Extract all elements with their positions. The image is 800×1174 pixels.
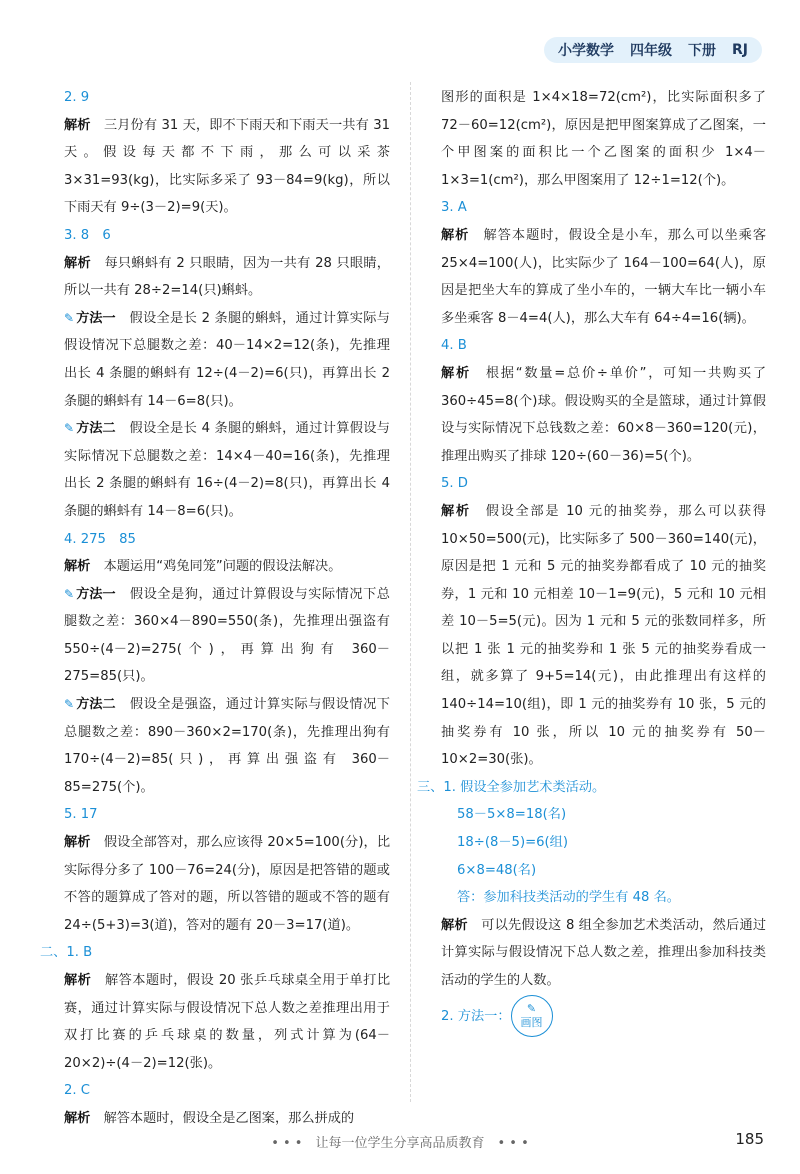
pencil-icon: ✎: [64, 586, 75, 601]
badge-label: 画图: [520, 1015, 543, 1029]
analysis-text: 每只蝌蚪有 2 只眼睛，因为一共有 28 只眼睛，所以一共有 28÷2=14(只)蝌蚪。: [64, 255, 390, 299]
analysis-label: 解析: [441, 917, 468, 933]
analysis-text: 解答本题时，假设全是乙图案，那么拼成的: [103, 1110, 355, 1126]
footer-dots-left: • • •: [271, 1136, 316, 1151]
section-2-answer-1: 二、1. B: [40, 945, 93, 961]
method-text: 假设全是长 2 条腿的蝌蚪，通过计算实际与假设情况下总腿数之差：40－14×2=12(条)，先推理出长 4 条腿的蝌蚪有 12÷(4－2)=6(只)，再算出长 2 条腿的蝌蚪有 14－6=8(只)。: [64, 310, 390, 409]
analysis-4: [441, 360, 766, 470]
analysis-label: 解析: [64, 117, 91, 133]
method-1-label: [64, 581, 116, 609]
slogan-text: 让每一位学生分享高品质教育: [315, 1136, 485, 1151]
analysis-text: 本题运用“鸡兔同笼”问题的假设法解决。: [103, 559, 342, 575]
section-3-answer-2: [441, 995, 766, 1037]
method-2-q3: [64, 415, 390, 525]
answer-statement: 答：参加科技类活动的学生有 48 名。: [457, 890, 680, 906]
pencil-icon: ✎: [526, 1001, 537, 1015]
method-label-text: 方法一: [76, 586, 116, 602]
analysis-label: 解析: [441, 503, 471, 519]
pencil-icon: ✎: [64, 697, 75, 712]
section-2-answer-2: 2. C: [64, 1083, 90, 1099]
answer-4: 4. 275 85: [64, 531, 136, 547]
analysis-s2-2: [64, 1105, 390, 1133]
method-1-q3: [64, 305, 390, 415]
analysis-label: 解析: [64, 973, 92, 988]
analysis-5: [441, 498, 766, 774]
method-text: 假设全是狗，通过计算假设与实际情况下总腿数之差：360×4－890=550(条)，先推理出强盗有 550÷(4－2)=275(个)，再算出狗有 360－275=85(只)。: [64, 586, 390, 685]
draw-diagram-badge: [511, 995, 553, 1037]
analysis-text: 三月份有 31 天，即不下雨天和下雨天一共有 31 天。假设每天都不下雨，那么可以采茶 3×31=93(kg)，比实际多采了 93－84=9(kg)，所以下雨天有 9÷(3－2)=9(天)。: [64, 117, 391, 216]
calc-line-2: 18÷(8－5)=6(组): [457, 835, 569, 851]
answer-3: 3. A: [441, 200, 467, 216]
header-grade: 四年级: [630, 43, 672, 59]
header-term: 下册: [688, 43, 716, 59]
continued-text: 图形的面积是 1×4×18=72(cm²)，比实际面积多了 72－60=12(cm²)，原因是把甲图案算成了乙图案，一个甲图案的面积比一个乙图案的面积少 1×4－1×3=1(cm²)，那么甲图案用了 12÷1=12(个)。: [441, 90, 766, 188]
analysis-5: [64, 829, 390, 939]
analysis-text: 解答本题时，假设 20 张乒乓球桌全用于单打比赛，通过计算实际与假设情况下总人数之差推理出用于双打比赛的乒乓球桌的数量，列式计算为(64－20×2)÷(4－2)=12(张)。: [64, 973, 391, 1071]
answer-5: 5. 17: [64, 807, 98, 823]
method-2-q4: [64, 691, 390, 801]
right-column: [417, 84, 767, 1037]
analysis-text: 可以先假设这 8 组全参加艺术类活动，然后通过计算实际与假设情况下总人数之差，推理出参加科技类活动的学生的人数。: [441, 917, 767, 988]
method-label-text: 方法二: [76, 697, 116, 713]
analysis-label: 解析: [441, 365, 471, 381]
analysis-text: 解答本题时，假设全是小车，那么可以坐乘客 25×4=100(人)，比实际少了 164－100=64(人)，原因是把坐大车的算成了坐小车的，一辆大车比一辆小车多坐乘客 8－4=4(人)，那么大车有 64÷4=16(辆)。: [441, 227, 767, 326]
answer-4: 4. B: [441, 338, 467, 354]
analysis-label: 解析: [64, 255, 91, 271]
analysis-3: [64, 250, 390, 305]
method-text: 假设全是强盗，通过计算实际与假设情况下总腿数之差：890－360×2=170(条)，先推理出狗有 170÷(4－2)=85(只)，再算出强盗有 360－85=275(个)。: [64, 697, 390, 795]
pencil-icon: ✎: [64, 421, 75, 436]
method-heading: 2. 方法一：: [441, 1008, 511, 1024]
footer-dots-right: • • •: [484, 1136, 529, 1151]
analysis-label: 解析: [64, 835, 91, 851]
method-1-label: [64, 305, 116, 333]
analysis-2: [64, 112, 390, 222]
answer-3: 3. 8 6: [64, 227, 111, 243]
analysis-s3-1: [441, 912, 766, 995]
page-header: [544, 37, 762, 63]
method-label-text: 方法二: [76, 421, 116, 437]
analysis-text: 假设全部答对，那么应该得 20×5=100(分)，比实际得分多了 100－76=24(分)，原因是把答错的题或不答的题算成了答对的题，所以答错的题或不答的题有 24÷(5+3)=3(道)，答对的题有 20－3=17(道)。: [64, 835, 391, 933]
analysis-label: 解析: [64, 1110, 91, 1126]
header-edition: RJ: [732, 42, 748, 58]
calc-line-3: 6×8=48(名): [457, 862, 537, 878]
analysis-text: 假设全部是 10 元的抽奖券，那么可以获得 10×50=500(元)，比实际多了 500－360=140(元)，原因是把 1 元和 5 元的抽奖券都看成了 10 元的抽奖券，1 元和 10 元相差 10－1=9(元)，5 元和 10 元相差 10－5=5(元)。因为 1 元和 5 元的张数同样多，所以把 1 张 1 元的抽奖券和 1 张 5 元的抽奖券看成一组，就多算了 9+5=14(元)，由此推理出有这样的 140÷14=10(组)，即 1 元的抽奖券有 10 张，5 元的抽奖券有 10 张，所以 10 元的抽奖券有 50－10×2=30(张)。: [441, 503, 766, 768]
left-column: [40, 84, 391, 1133]
method-label-text: 方法一: [76, 310, 116, 326]
analysis-s2-1: [64, 967, 390, 1077]
method-1-q4: [64, 581, 390, 691]
analysis-4: [64, 553, 390, 581]
header-subject: 小学数学: [558, 43, 614, 59]
column-divider: [410, 82, 411, 1102]
method-2-label: [64, 691, 116, 719]
analysis-3: [441, 222, 766, 332]
answer-5: 5. D: [441, 476, 468, 492]
analysis-label: 解析: [441, 227, 470, 243]
method-text: 假设全是长 4 条腿的蝌蚪，通过计算假设与实际情况下总腿数之差：14×4－40=16(条)，先推理出长 2 条腿的蝌蚪有 16÷(4－2)=8(只)，再算出长 4 条腿的蝌蚪有 14－8=6(只)。: [64, 421, 390, 519]
pencil-icon: ✎: [64, 310, 75, 325]
calc-line-1: 58－5×8=18(名): [457, 807, 567, 823]
analysis-label: 解析: [64, 559, 91, 575]
analysis-text: 根据“数量=总价÷单价”，可知一共购买了 360÷45=8(个)球。假设购买的全是篮球，通过计算假设与实际情况下总钱数之差：60×8－360=120(元)，推理出购买了排球 120÷(60－36)=5(个)。: [441, 365, 767, 464]
answer-2: 2. 9: [64, 90, 90, 105]
method-2-label: [64, 415, 116, 443]
section-3-answer-1: 三、1. 假设全参加艺术类活动。: [417, 779, 606, 795]
footer-slogan: [0, 1132, 800, 1151]
page-number: 185: [735, 1130, 764, 1148]
